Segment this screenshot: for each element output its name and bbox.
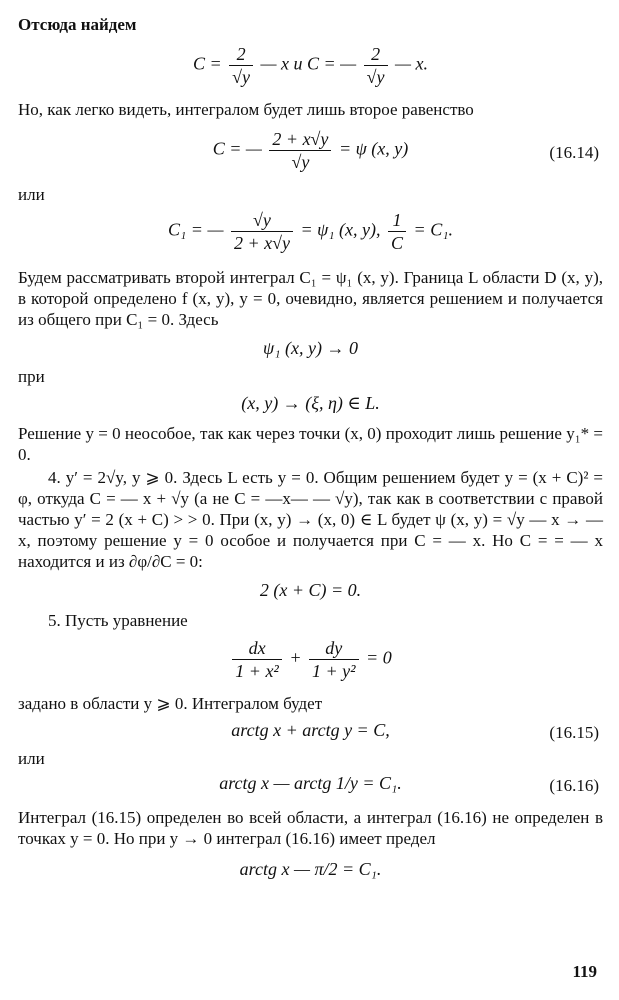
paragraph: Решение y = 0 неособое, так как через точки (x, 0) проходит лишь решение y₁* = 0. — [18, 424, 603, 464]
equation-6: 2 (x + C) = 0. — [259, 580, 362, 600]
equation-5: (x, y) → (ξ, η) ∈ L. — [241, 393, 380, 413]
fraction: $\frac{2 + x√y}{√y}$ — [269, 128, 331, 173]
equation-4: ψ₁ (x, y) → 0 — [263, 338, 358, 358]
equation-1: C = $\frac{2}{√y}$ — x и C = — $\frac{2}{√y}$ — x. — [192, 44, 429, 87]
fraction: $\frac{1}{C}$ — [388, 209, 406, 254]
equation-3: C₁ = — $\frac{√y}{2 + x√y}$ = ψ₁ (x, y), $\frac{1}{C}$ = C₁. — [168, 210, 453, 253]
equation-number: (16.14) — [549, 143, 599, 162]
page-number: 119 — [572, 962, 597, 981]
paragraph: 5. Пусть уравнение — [48, 611, 188, 630]
equation-number: (16.15) — [549, 723, 599, 742]
paragraph: 4. y′ = 2√y, y ⩾ 0. Здесь L есть y = 0. Общим решением будет y = (x + C)² = φ, откуда C = — x + √y (а не C = —x— — √y), так как в соответствии с правой частью y′ = 2 (x + C) > > 0. При (x, y) → (x, 0) ∈ L будет ψ (x, y) = √y — x → —x, поэтому решение y = 0 особое и получается при C = — x. Но C = = — x находится и из ∂φ/∂C = 0: — [18, 468, 603, 571]
equation-number: (16.16) — [549, 776, 599, 795]
fraction: $\frac{√y}{2 + x√y}$ — [231, 209, 293, 254]
paragraph: Будем рассматривать второй интеграл C₁ = ψ₁ (x, y). Граница L области D (x, y), в которой определено f (x, y), y = 0, очевидно, является решением и получается из общего при C₁ = 0. Здесь — [18, 268, 603, 329]
text-line: или — [18, 185, 45, 204]
equation-16-14: C = — $\frac{2 + x√y}{√y}$ = ψ (x, y) (16.14) — [212, 129, 599, 172]
equation-16-16: arctg x — arctg 1/y = C₁. (16.16) — [219, 773, 599, 795]
fraction: $\frac{2}{√y}$ — [229, 43, 253, 88]
text-line: при — [18, 367, 45, 386]
paragraph: Интеграл (16.15) определен во всей области, а интеграл (16.16) не определен в точках y = 0. Но при y → 0 интеграл (16.16) имеет предел — [18, 808, 603, 848]
text-line: или — [18, 749, 45, 768]
equation-10: arctg x — π/2 = C₁. — [239, 859, 382, 879]
equation-7: $\frac{dx}{\text{1 + x²}}$ + $\frac{dy}{\text{1 + y²}}$ = 0 — [18, 637, 603, 689]
text-line: Но, как легко видеть, интегралом будет лишь второе равенство — [18, 100, 474, 119]
equation-16-15: arctg x + arctg y = C, (16.15) — [231, 720, 599, 742]
fraction: $\frac{2}{√y}$ — [364, 43, 388, 88]
fraction: $\frac{dy}{\text{1 + y²}}$ — [309, 637, 359, 682]
paragraph: задано в области y ⩾ 0. Интегралом будет — [18, 694, 323, 713]
heading-line: Отсюда найдем — [18, 15, 137, 34]
fraction: $\frac{dx}{\text{1 + x²}}$ — [232, 637, 282, 682]
